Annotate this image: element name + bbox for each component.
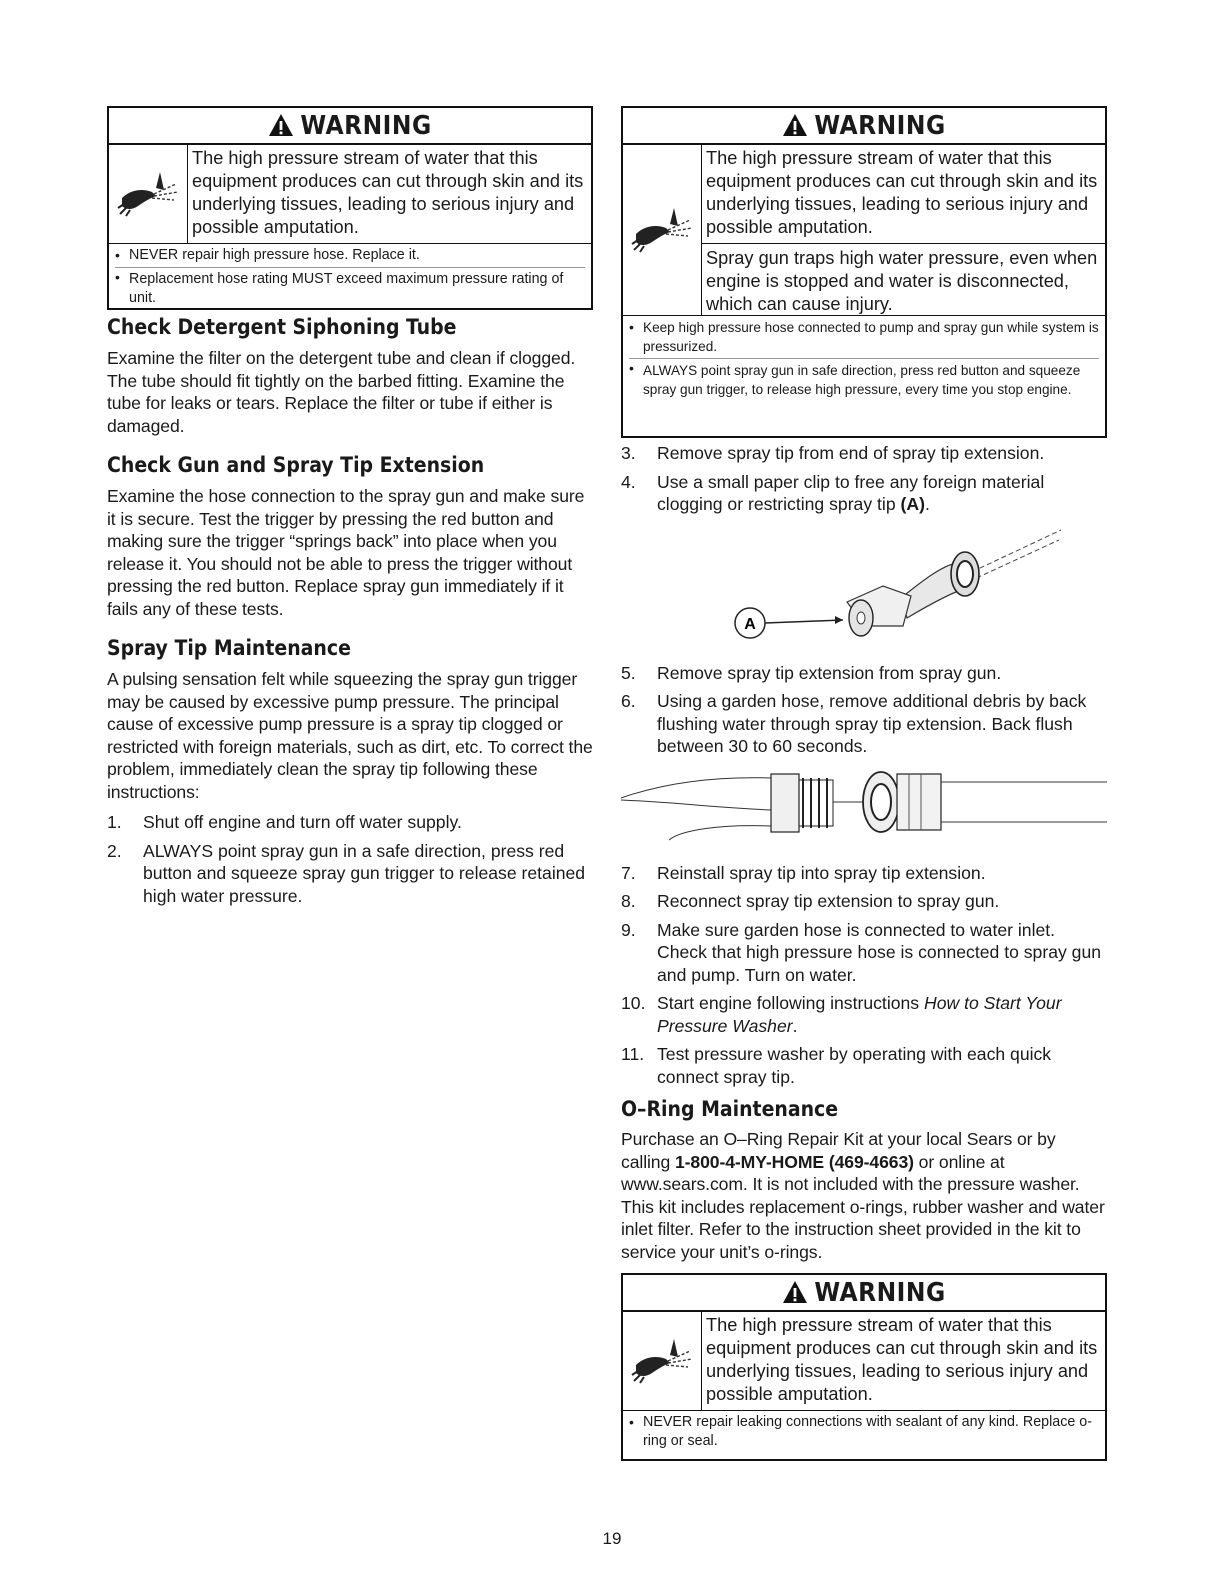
section-heading-detergent: Check Detergent Siphoning Tube [107,315,457,339]
warning-paragraph: The high pressure stream of water that this equipment produces can cut through skin and its underlying tissues, leading to serious injury and possible amputation. [706,1315,1098,1404]
list-item [107,840,593,908]
warning-triangle-icon [782,1280,808,1304]
warning-header [623,1275,1105,1312]
steps-list-left [107,811,593,907]
warning-title: WARNING [300,111,432,141]
hand-spray-injury-icon [623,145,702,315]
warning-bullet: • NEVER repair high pressure hose. Replace it. [115,246,585,265]
hand-spray-injury-icon [623,1312,702,1410]
step-text [657,471,1107,516]
step-text: ALWAYS point spray gun in a safe direction, press red button and squeeze spray gun trigger to release retained high water pressure. [143,840,586,906]
steps-list-right-b [621,662,1107,758]
section-heading-spray-tip: Spray Tip Maintenance [107,636,351,660]
section-body-detergent: Examine the filter on the detergent tube and clean if clogged. The tube should fit tightly on the barbed fitting. Examine the tube for leaks or tears. Replace the filter or tube if either is damaged. [107,348,576,436]
step-number: 4. [621,471,636,492]
step-text-italic: How to Start Your Pressure Washer [657,993,1062,1036]
step-text-part: Use a small paper clip to free any foreign material clogging or restricting spray tip [657,471,1045,514]
step-text-part: Start engine following instructions [657,993,924,1013]
warning-text [702,145,1105,315]
warning-box-bottom [621,1273,1107,1461]
list-item [621,471,1107,516]
warning-triangle-icon [782,113,808,137]
phone-number: 1-800-4-MY-HOME (469-4663) [674,1151,914,1172]
step-text: Remove spray tip from end of spray tip extension. [657,443,1045,463]
step-text: Using a garden hose, remove additional debris by back flushing water through spray tip extension. Back flush between 30 to 60 seconds. [657,691,1087,756]
step-text: Test pressure washer by operating with each quick connect spray tip. [657,1044,1052,1087]
warning-bullets [623,316,1105,403]
step-text: Reinstall spray tip into spray tip extension. [657,862,986,883]
spray-tip-illustration [621,522,1107,658]
step-number: 5. [621,662,636,683]
warning-bullet: • NEVER repair leaking connections with sealant of any kind. Replace o-ring or seal. [629,1413,1099,1451]
warning-paragraph: Spray gun traps high water pressure, even when engine is stopped and water is disconnected, which can cause injury. [702,243,1105,316]
step-number: 8. [621,891,636,911]
warning-message [623,145,1105,316]
warning-triangle-icon [268,113,294,137]
page-number: 19 [602,1529,622,1548]
section-body-gun: Examine the hose connection to the spray gun and make sure it is secure. Test the trigger by pressing the red button and making sure the trigger “springs back” into place when you release it. You should not be able to press the trigger without pressing the red button. Replace spray gun immediately if it fails any of these tests. [107,486,585,619]
warning-message [109,145,591,244]
callout-label: (A) [900,494,925,514]
list-item [621,690,1107,758]
warning-header [623,108,1105,145]
right-column [621,106,1107,1461]
warning-bullet: • Replacement hose rating MUST exceed maximum pressure rating of unit. [115,267,585,308]
steps-list-right-c [621,862,1107,1089]
step-number: 3. [621,443,636,463]
warning-paragraph: The high pressure stream of water that this equipment produces can cut through skin and its underlying tissues, leading to serious injury and possible amputation. [192,148,584,237]
step-text: Remove spray tip extension from spray gun. [657,662,1002,683]
step-number: 9. [621,919,636,940]
step-text-part: . [792,1015,798,1036]
warning-title: WARNING [814,111,946,141]
hand-spray-injury-icon [109,145,188,243]
warning-title: WARNING [814,1278,946,1308]
steps-list-right-a [621,442,1107,516]
section-body-oring [621,1128,1107,1263]
warning-paragraph: The high pressure stream of water that this equipment produces can cut through skin and its underlying tissues, leading to serious injury and possible amputation. [706,148,1098,237]
list-item [621,442,1107,465]
warning-header [109,108,591,145]
step-text: Reconnect spray tip extension to spray gun. [657,891,1000,911]
list-item [621,662,1107,685]
warning-box-right [621,106,1107,438]
warning-bullets [623,1411,1105,1455]
step-number: 10. [621,993,646,1013]
step-text [657,992,1107,1037]
warning-message [623,1312,1105,1411]
step-number: 11. [621,1044,645,1064]
list-item [621,992,1107,1037]
section-body-spray-tip: A pulsing sensation felt while squeezing the spray gun trigger may be caused by excessive pump pressure. The principal cause of excessive pump pressure is a spray tip clogged or restricted with foreign materials, such as dirt, etc. To correct the problem, immediately clean the spray tip following these instructions: [107,669,593,802]
hose-connection-illustration [621,764,1107,854]
step-number: 1. [107,812,122,832]
warning-bullet: • Keep high pressure hose connected to pump and spray gun while system is pressurized. [629,318,1099,356]
list-item [621,1043,1107,1088]
body-text-part: Purchase an O–Ring Repair Kit at your local Sears or by calling [621,1129,1056,1172]
warning-text [188,145,591,243]
warning-bullets [109,244,591,312]
section-heading-gun: Check Gun and Spray Tip Extension [107,453,485,477]
list-item [621,862,1107,885]
step-text-part: . [924,494,930,514]
section-heading-oring: O–Ring Maintenance [621,1097,839,1121]
step-text: Make sure garden hose is connected to water inlet. Check that high pressure hose is connected to spray gun and pump. Turn on water. [657,919,1102,985]
step-number: 6. [621,691,636,711]
step-number: 7. [621,862,636,883]
step-text: Shut off engine and turn off water supply. [143,812,462,832]
list-item [107,811,593,834]
body-text-part: or online at www.sears.com. It is not included with the pressure washer. This kit includes replacement o-rings, rubber washer and water inlet filter. Refer to the instruction sheet provided in the kit to service your unit’s o-rings. [621,1151,1105,1262]
warning-text [702,1312,1105,1410]
callout-label: A [744,615,756,633]
warning-bullet: • ALWAYS point spray gun in safe direction, press red button and squeeze spray gun trigger, to release high pressure, every time you stop engine. [629,358,1099,399]
step-number: 2. [107,840,122,861]
figure-spray-tip [621,522,1107,658]
warning-box-left [107,106,593,310]
list-item [621,890,1107,913]
list-item [621,919,1107,987]
figure-back-flush [621,764,1107,854]
left-column [107,106,593,913]
